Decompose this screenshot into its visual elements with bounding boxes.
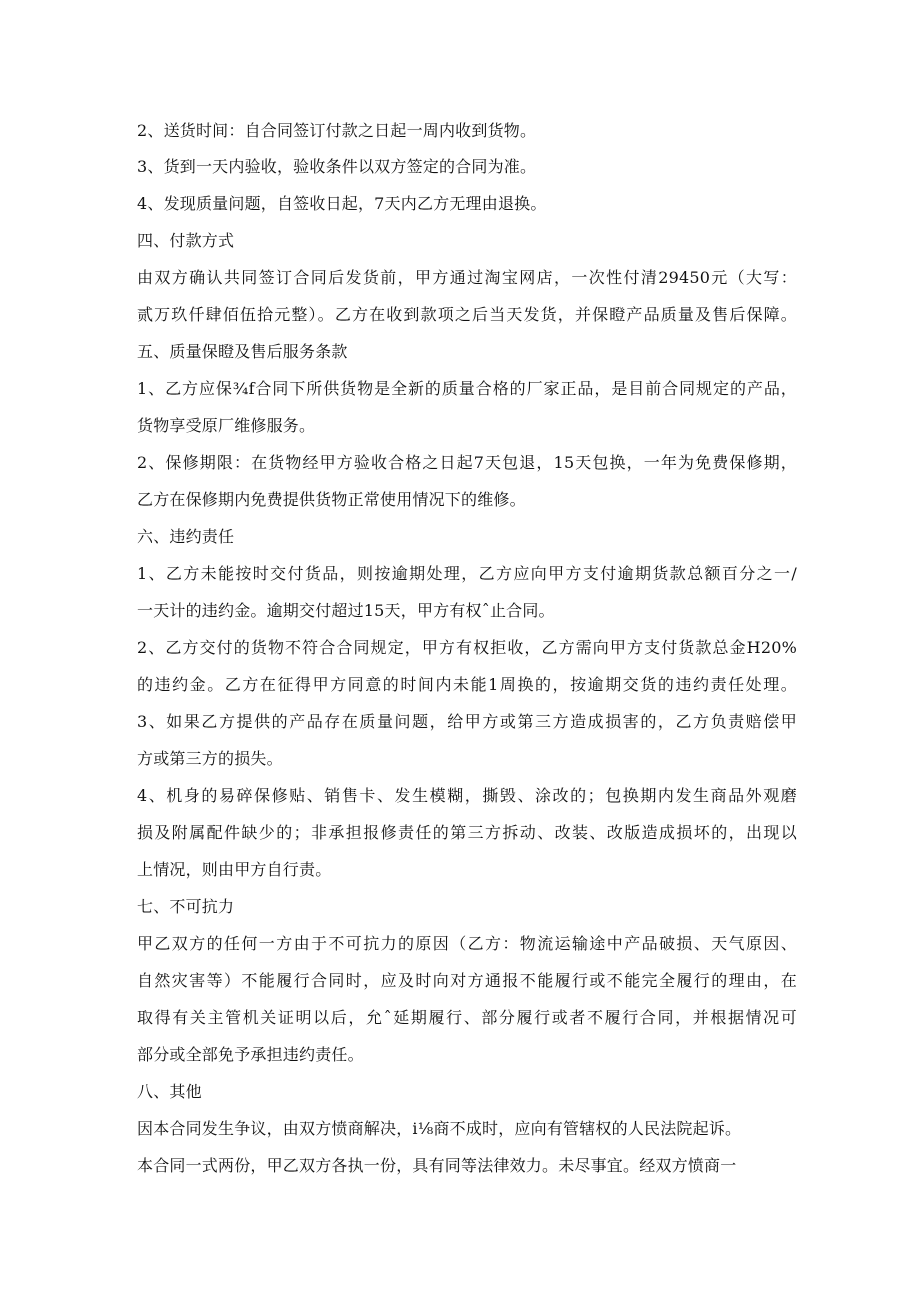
- text-line: 由双方确认共同签订合同后发货前，甲方通过淘宝网店，一次性付清29450元（大写：: [137, 268, 797, 287]
- section-heading: 八、其他: [137, 1082, 202, 1101]
- text-line: 方或第三方的损失。: [137, 749, 283, 768]
- text-line: 取得有关主管机关证明以后，允ˆ延期履行、部分履行或者不履行合同，并根据情况可: [137, 1008, 797, 1027]
- section-heading: 六、违约责任: [137, 527, 235, 546]
- text-line: 上情况，则由甲方自行责。: [137, 860, 332, 879]
- text-line: 2、送货时间：自合同签订付款之日起一周内收到货物。: [137, 121, 537, 140]
- text-line: 1、乙方应保¾f合同下所供货物是全新的质量合格的厂家正品，是目前合同规定的产品，: [137, 379, 797, 398]
- text-line: 一天计的违约金。逾期交付超过15天，甲方有权ˆ止合同。: [137, 601, 555, 620]
- text-line: 部分或全部免予承担违约责任。: [137, 1045, 364, 1064]
- text-line: 2、乙方交付的货物不符合合同规定，甲方有权拒收，乙方需向甲方支付货款总金H20%: [137, 638, 797, 657]
- text-line: 的违约金。乙方在征得甲方同意的时间内未能1周换的，按逾期交货的违约责任处理。: [137, 675, 797, 694]
- text-line: 乙方在保修期内免费提供货物正常使用情况下的维修。: [137, 490, 526, 509]
- text-line: 损及附属配件缺少的；非承担报修责任的第三方拆动、改装、改版造成损坏的，出现以: [137, 823, 797, 842]
- text-line: 因本合同发生争议，由双方愤商解决，i⅛商不成时，应向有管辖权的人民法院起诉。: [137, 1119, 742, 1138]
- text-line: 4、发现质量问题，自签收日起，7天内乙方无理由退换。: [137, 194, 547, 213]
- text-line: 1、乙方未能按时交付货品，则按逾期处理，乙方应向甲方支付逾期货款总额百分之一/: [137, 564, 797, 583]
- text-line: 3、货到一天内验收，验收条件以双方签定的合同为准。: [137, 157, 537, 176]
- text-line: 贰万玖仟肆佰伍拾元整）。乙方在收到款项之后当天发货，并保瞪产品质量及售后保障。: [137, 305, 797, 324]
- text-line: 甲乙双方的任何一方由于不可抗力的原因（乙方：物流运输途中产品破损、天气原因、: [137, 934, 797, 953]
- text-line: 4、机身的易碎保修贴、销售卡、发生模糊，撕毁、涂改的；包换期内发生商品外观磨: [137, 786, 797, 805]
- section-heading: 五、质量保瞪及售后服务条款: [137, 342, 348, 361]
- section-heading: 四、付款方式: [137, 231, 235, 250]
- section-heading: 七、不可抗力: [137, 897, 235, 916]
- text-line: 3、如果乙方提供的产品存在质量问题，给甲方或第三方造成损害的，乙方负责赔偿甲: [137, 712, 797, 731]
- text-line: 本合同一式两份，甲乙双方各执一份，具有同等法律效力。未尽事宜。经双方愤商一: [137, 1156, 737, 1175]
- text-line: 2、保修期限：在货物经甲方验收合格之日起7天包退，15天包换，一年为免费保修期，: [137, 453, 797, 472]
- text-line: 货物享受原厂维修服务。: [137, 416, 316, 435]
- text-line: 自然灾害等）不能履行合同时，应及时向对方通报不能履行或不能完全履行的理由，在: [137, 971, 797, 990]
